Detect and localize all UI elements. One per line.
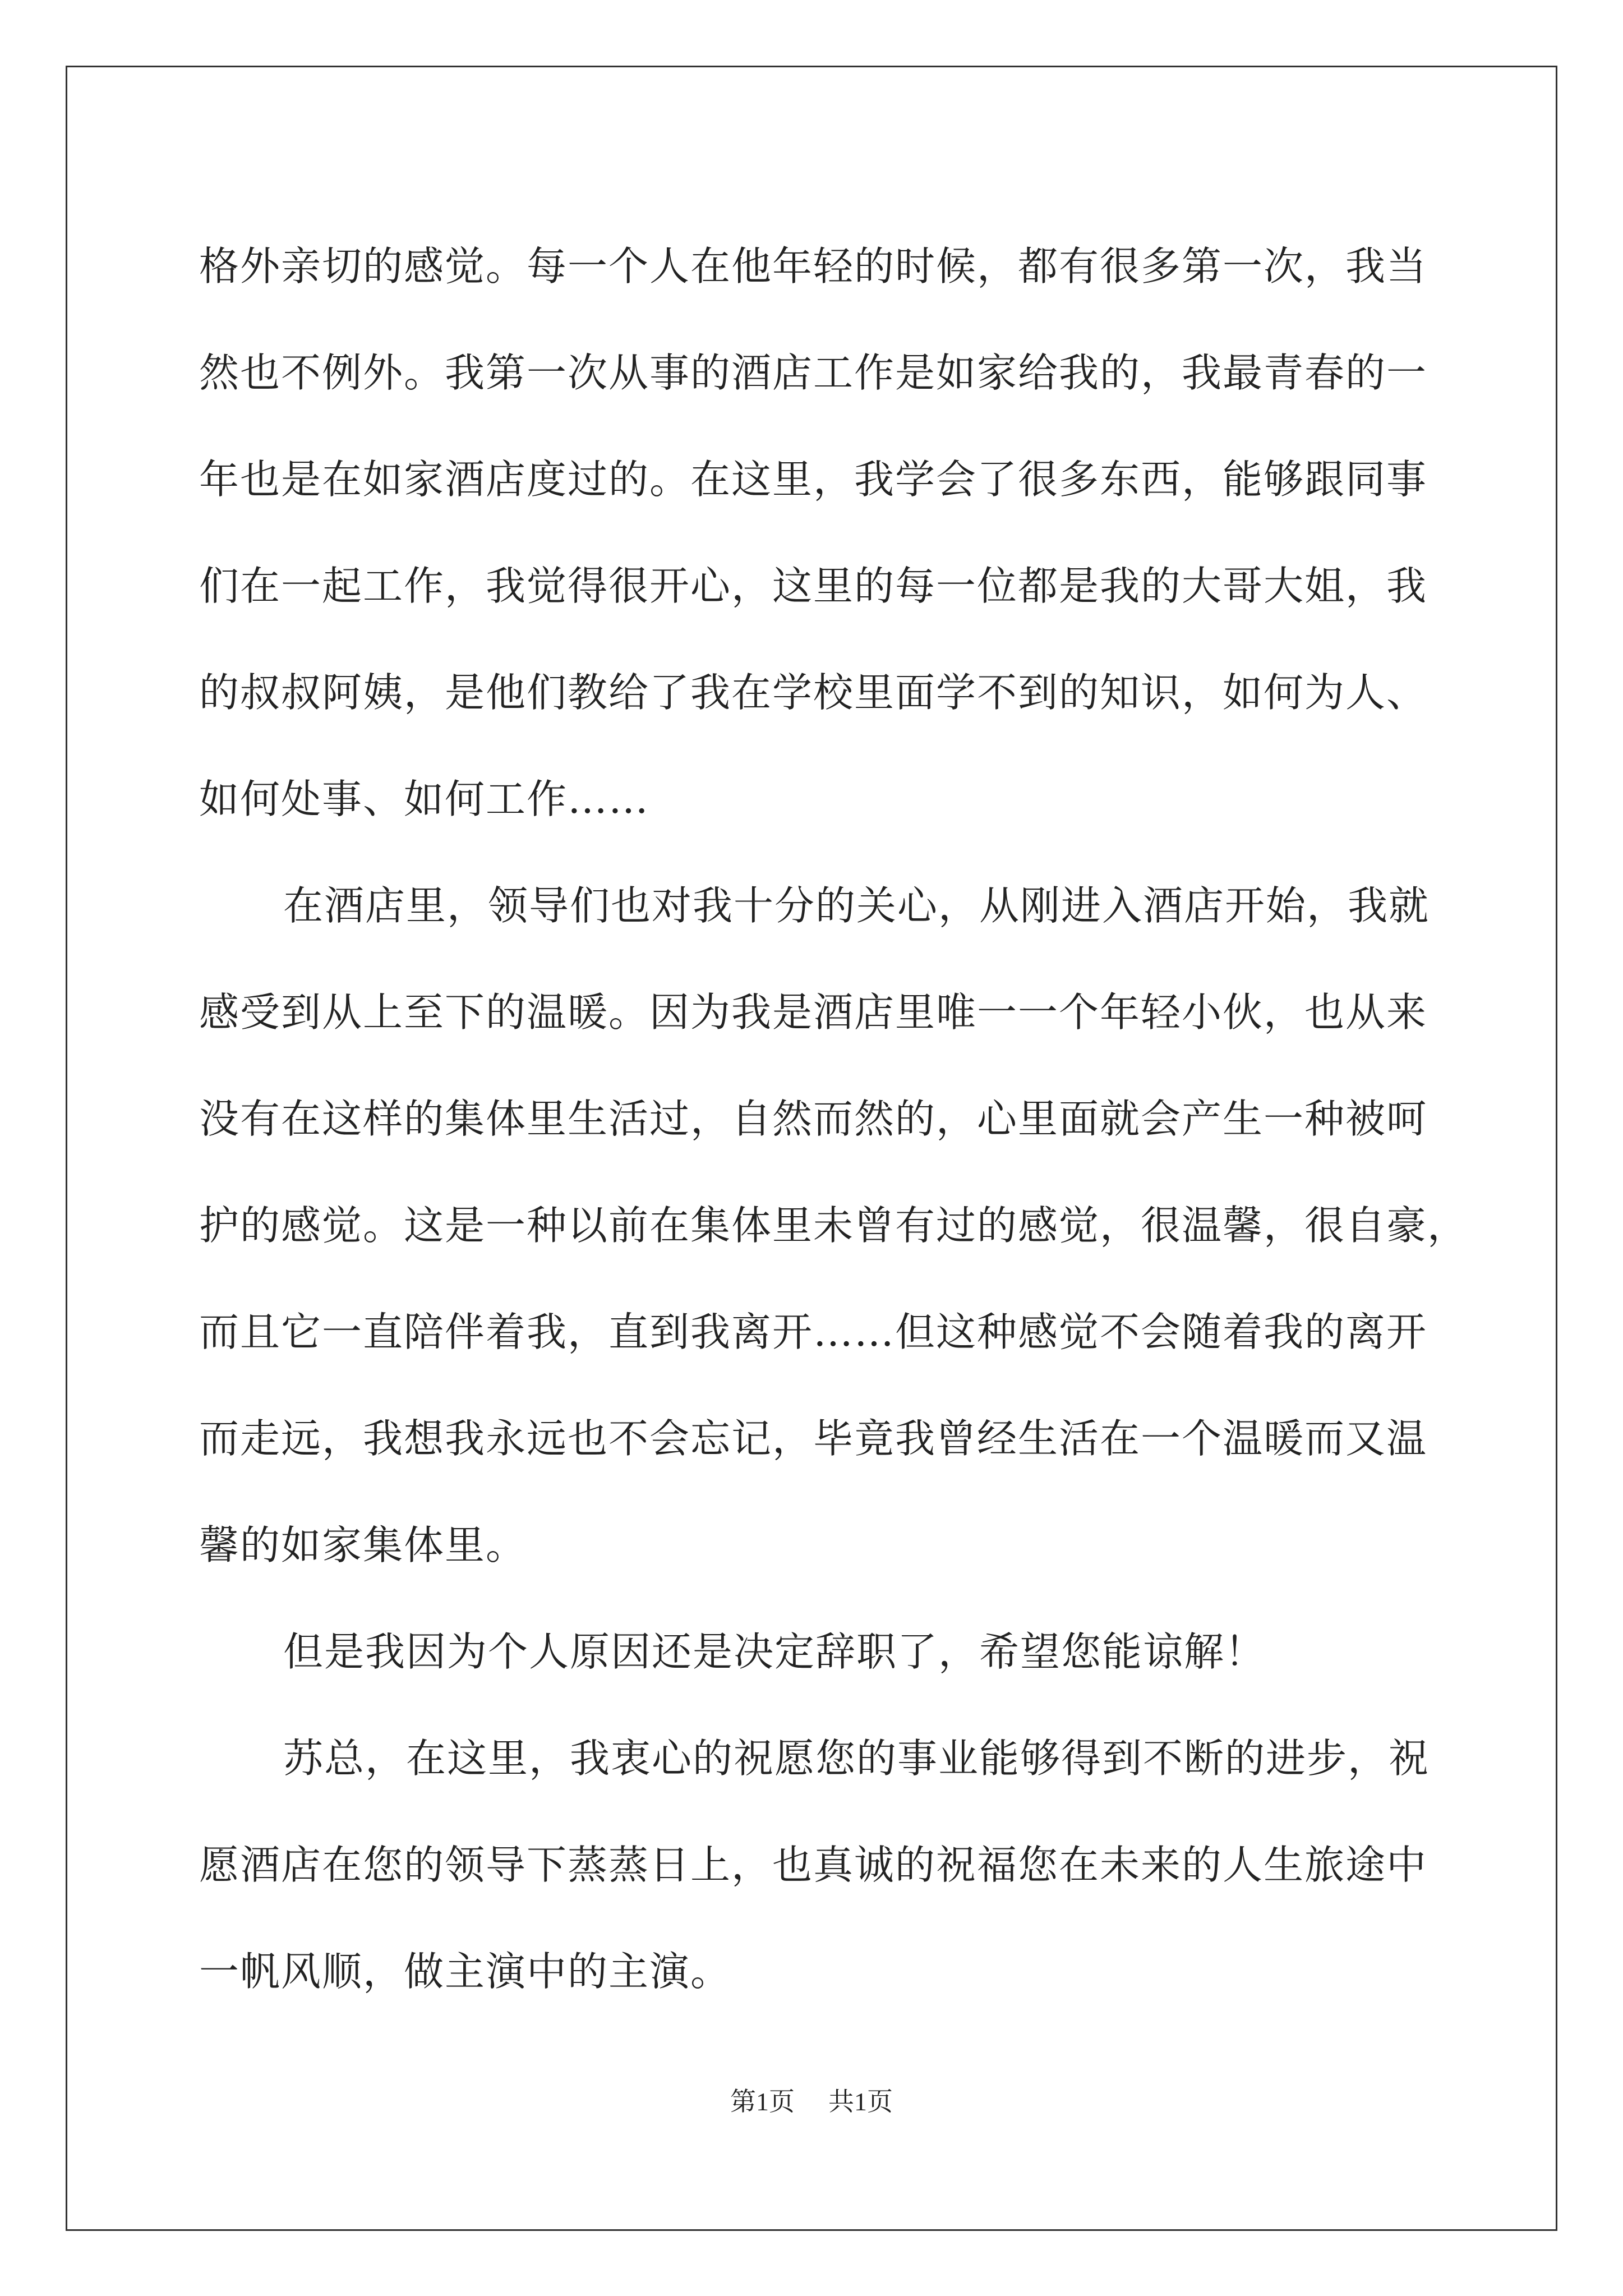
page-total: 共1页 xyxy=(828,2087,893,2116)
text-line: 馨的如家集体里。 xyxy=(199,1522,527,1568)
text-line: 没有在这样的集体里生活过，自然而然的，心里面就会产生一种被呵 xyxy=(199,1096,1428,1142)
text-line: 如何处事、如何工作…… xyxy=(199,776,650,822)
text-line: 的叔叔阿姨，是他们教给了我在学校里面学不到的知识，如何为人、 xyxy=(199,669,1428,716)
text-line: 在酒店里，领导们也对我十分的关心，从刚进入酒店开始，我就 xyxy=(283,882,1430,929)
text-line: 而走远，我想我永远也不会忘记，毕竟我曾经生活在一个温暖而又温 xyxy=(199,1415,1428,1462)
text-line: 们在一起工作，我觉得很开心，这里的每一位都是我的大哥大姐，我 xyxy=(199,563,1428,609)
document-body xyxy=(199,213,1469,2025)
text-line: 而且它一直陪伴着我，直到我离开……但这种感觉不会随着我的离开 xyxy=(199,1309,1428,1355)
text-line: 格外亲切的感觉。每一个人在他年轻的时候，都有很多第一次，我当 xyxy=(199,243,1428,289)
page-footer xyxy=(0,2081,1623,2118)
text-line: 年也是在如家酒店度过的。在这里，我学会了很多东西，能够跟同事 xyxy=(199,456,1428,503)
page-number: 第1页 xyxy=(730,2087,795,2116)
text-line: 然也不例外。我第一次从事的酒店工作是如家给我的，我最青春的一 xyxy=(199,349,1428,396)
text-line: 苏总，在这里，我衷心的祝愿您的事业能够得到不断的进步，祝 xyxy=(283,1735,1430,1782)
text-line: 感受到从上至下的温暖。因为我是酒店里唯一一个年轻小伙，也从来 xyxy=(199,989,1428,1036)
text-line: 一帆风顺，做主演中的主演。 xyxy=(199,1948,732,1995)
text-line: 护的感觉。这是一种以前在集体里未曾有过的感觉，很温馨，很自豪， xyxy=(199,1202,1469,1249)
text-line: 愿酒店在您的领导下蒸蒸日上，也真诚的祝福您在未来的人生旅途中 xyxy=(199,1842,1428,1888)
text-line: 但是我因为个人原因还是决定辞职了，希望您能谅解！ xyxy=(283,1628,1266,1675)
